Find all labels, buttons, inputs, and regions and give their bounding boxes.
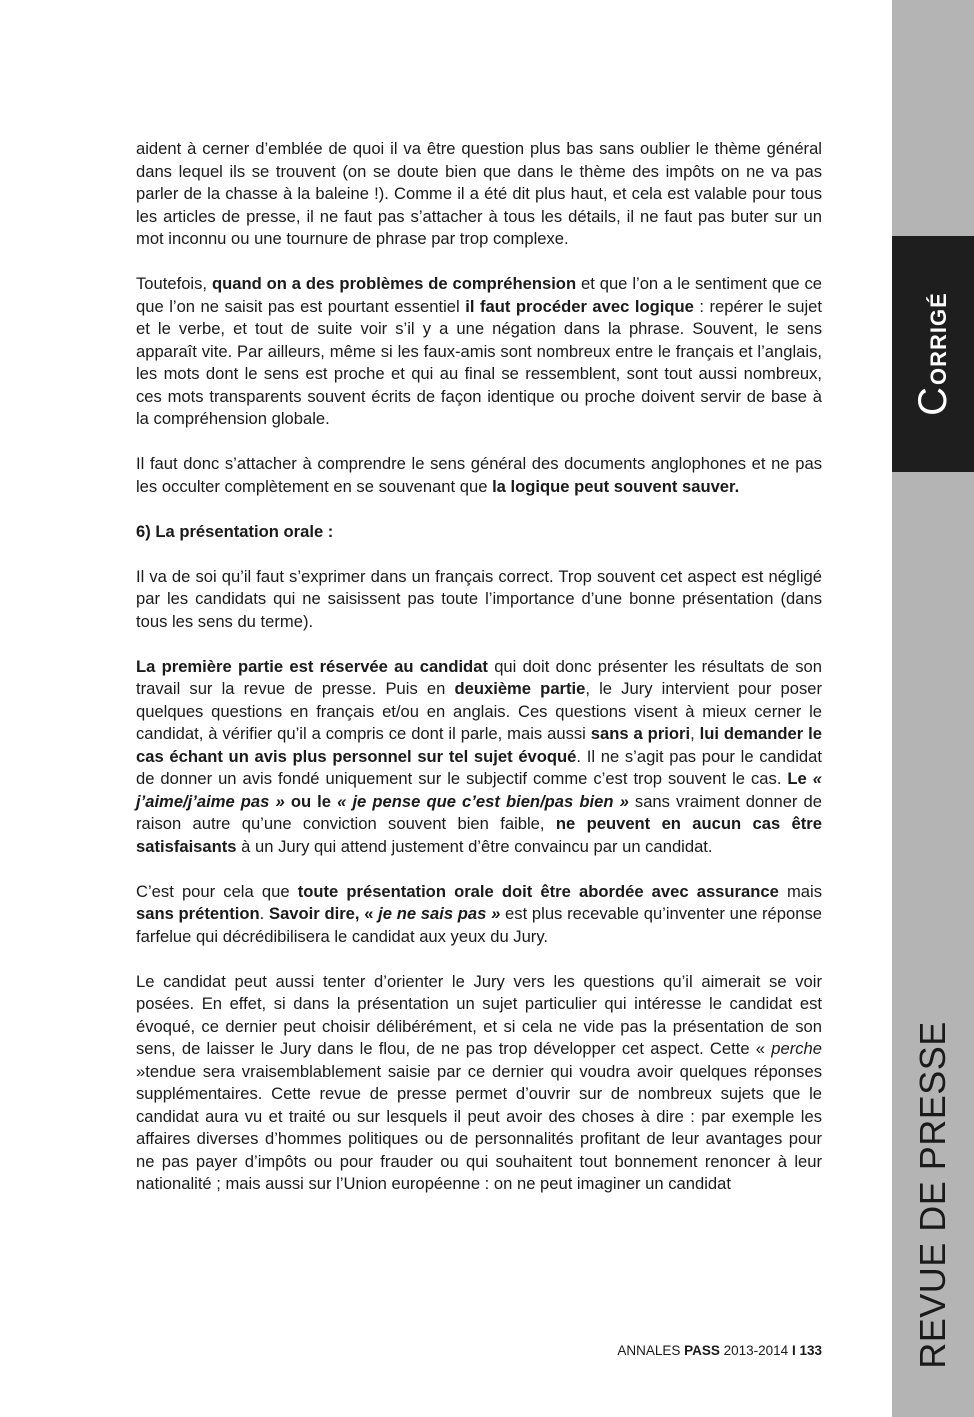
section-label: REVUE DE PRESSE [912, 1021, 953, 1369]
paragraph-1: aident à cerner d’emblée de quoi il va être question plus bas sans oublier le thème général dans lequel ils se trouvent (on se doute bien que dans le thème des impôts on ne va pas parler de la chasse à la baleine !). Comme il a été dit plus haut, et cela est valable pour tous les articles de presse, il ne faut pas s’attacher à tous les détails, il ne faut pas buter sur un mot inconnu ou une tournure de phrase par trop complexe. [136, 139, 822, 248]
paragraph-6: C’est pour cela que toute présentation orale doit être abordée avec assurance mais sans prétention. Savoir dire, « je ne sais pas » est plus recevable qu’inventer une réponse farfelue qui décrédibilisera le candidat aux yeux du Jury. [136, 881, 822, 946]
section-heading: 6) La présentation orale : [136, 521, 334, 541]
page-footer: ANNALES PASS 2013-2014 I 133 [617, 1343, 822, 1358]
paragraph-3: Il faut donc s’attacher à comprendre le sens général des documents anglophones et ne pas les occulter complètement en se souvenant que la logique peut souvent sauver. [136, 454, 822, 496]
page-number: 133 [799, 1343, 822, 1358]
corrige-label: CORRIGÉ [911, 292, 955, 416]
paragraph-5: La première partie est réservée au candidat qui doit donc présenter les résultats de son travail sur la revue de presse. Puis en deuxième partie, le Jury intervient pour poser quelques questions en français et/ou en anglais. Ces questions visent à mieux cerner le candidat, à vérifier qu’il a compris ce dont il parle, mais aussi sans a priori, lui demander le cas échant un avis plus personnel sur tel sujet évoqué. Il ne s’agit pas pour le candidat de donner un avis fondé uniquement sur le subjectif comme c’est trop souvent le cas. Le « j’aime/j’aime pas » ou le « je pense que c’est bien/pas bien » sans vraiment donner de raison autre qu’une conviction souvent bien faible, ne peuvent en aucun cas être satisfaisants à un Jury qui attend justement d’être convaincu par un candidat. [136, 656, 823, 856]
paragraph-4: Il va de soi qu’il faut s’exprimer dans un français correct. Trop souvent cet aspect est négligé par les candidats qui ne saisissent pas toute l’importance d’une bonne présentation (dans tous les sens du terme). [136, 566, 822, 631]
paragraph-7: Le candidat peut aussi tenter d’orienter le Jury vers les questions qu’il aimerait se voir posées. En effet, si dans la présentation un sujet particulier qui intéresse le candidat est évoqué, ce dernier peut choisir délibérément, et si cela ne vide pas la présentation de son sens, de laisser le Jury dans le flou, de ne pas trop développer cet aspect. Cette « perche »tendue sera vraisemblablement saisie par ce dernier qui voudra avoir quelques réponses supplémentaires. Cette revue de presse permet d’ouvrir sur de nombreux sujets que le candidat aura vu et traité ou sur lesquels il peut avoir des choses à dire : par exemple les affaires diverses d’hommes politiques ou de personnalités profitant de leur avantages pour ne pas payer d’impôts ou pour frauder ou qui souhaitent tout bonnement renoncer à leur nationalité ; mais aussi sur l’Union européenne : on ne peut imaginer un candidat [136, 971, 822, 1193]
paragraph-2: Toutefois, quand on a des problèmes de compréhension et que l’on a le sentiment que ce que l’on ne saisit pas est pourtant essentiel il faut procéder avec logique : repérer le sujet et le verbe, et tout de suite voir s’il y a une négation dans la phrase. Souvent, le sens apparaît vite. Par ailleurs, même si les faux-amis sont nombreux entre le français et l’anglais, les mots dont le sens est proche et qui au final se ressemblent, sont tout aussi nombreux, ces mots transparents souvent écrits de façon identique ou proche doivent servir de base à la compréhension globale. [136, 274, 823, 428]
body-text [136, 138, 822, 1218]
